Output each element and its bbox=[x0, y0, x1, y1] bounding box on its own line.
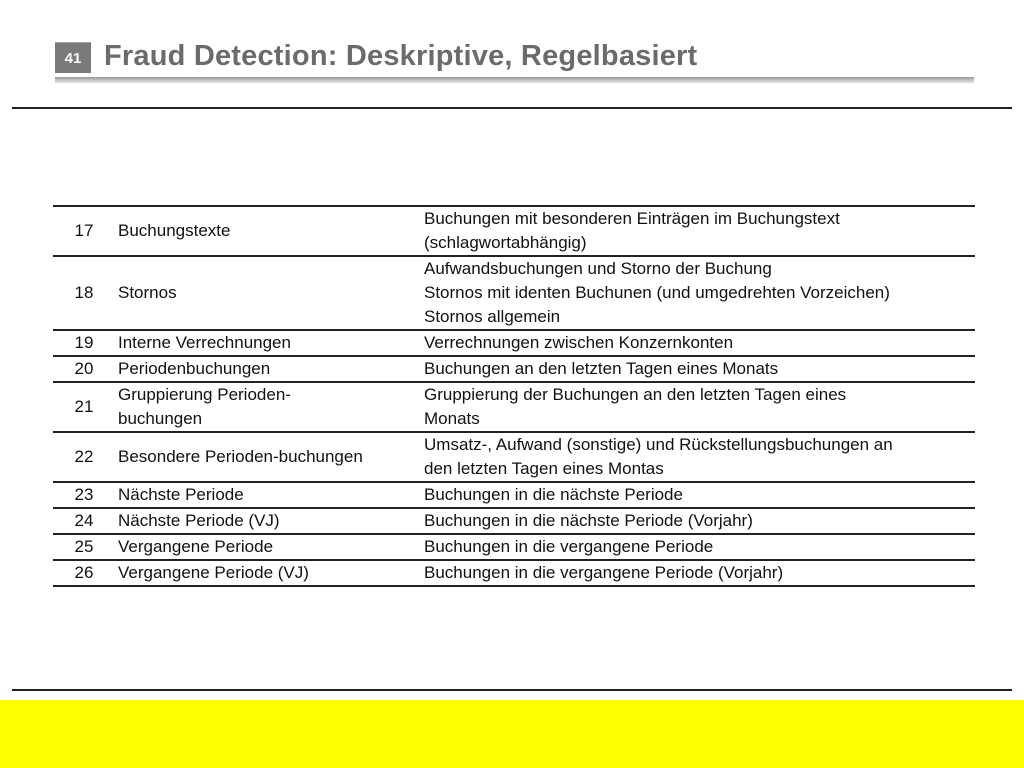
rule-number: 21 bbox=[53, 382, 115, 432]
rule-number: 20 bbox=[53, 356, 115, 382]
rule-number: 22 bbox=[53, 432, 115, 482]
rule-name bbox=[115, 432, 421, 482]
rule-description bbox=[421, 206, 975, 256]
rule-description-line: Buchungen mit besonderen Einträgen im Buchungstext bbox=[424, 209, 840, 228]
table-row bbox=[53, 382, 975, 432]
rule-name bbox=[115, 482, 421, 508]
rule-name-line: Besondere Perioden-buchungen bbox=[118, 447, 363, 466]
rule-name bbox=[115, 382, 421, 432]
rule-name bbox=[115, 534, 421, 560]
rule-name bbox=[115, 330, 421, 356]
rule-description-line: (schlagwortabhängig) bbox=[424, 233, 587, 252]
rule-description bbox=[421, 432, 975, 482]
rule-description bbox=[421, 256, 975, 330]
table-row bbox=[53, 330, 975, 356]
rule-description-line: Buchungen an den letzten Tagen eines Monats bbox=[424, 359, 779, 378]
rule-name-line: buchungen bbox=[118, 409, 203, 428]
rule-name-line: Vergangene Periode bbox=[118, 537, 274, 556]
rule-name-line: Nächste Periode (VJ) bbox=[118, 511, 280, 530]
footer-band bbox=[0, 700, 1024, 768]
rule-description-line: Stornos allgemein bbox=[424, 307, 561, 326]
rule-description-line: Buchungen in die vergangene Periode bbox=[424, 537, 714, 556]
rule-description bbox=[421, 508, 975, 534]
table-row bbox=[53, 482, 975, 508]
slide-title: Fraud Detection: Deskriptive, Regelbasiert bbox=[104, 40, 698, 72]
rule-description bbox=[421, 534, 975, 560]
rule-name-line: Gruppierung Perioden- bbox=[118, 385, 291, 404]
table-row bbox=[53, 560, 975, 586]
table-row bbox=[53, 534, 975, 560]
rule-name-line: Vergangene Periode (VJ) bbox=[118, 563, 309, 582]
rule-number: 24 bbox=[53, 508, 115, 534]
rule-number: 18 bbox=[53, 256, 115, 330]
rule-name-line: Buchungstexte bbox=[118, 221, 231, 240]
rule-description-line: Umsatz-, Aufwand (sonstige) und Rückstellungsbuchungen an bbox=[424, 435, 893, 454]
title-underline bbox=[55, 77, 974, 83]
top-divider bbox=[12, 107, 1012, 109]
rule-number: 26 bbox=[53, 560, 115, 586]
table-row bbox=[53, 206, 975, 256]
rule-description-line: Stornos mit identen Buchunen (und umgedrehten Vorzeichen) bbox=[424, 283, 890, 302]
rule-number: 25 bbox=[53, 534, 115, 560]
rule-name-line: Interne Verrechnungen bbox=[118, 333, 291, 352]
rule-name bbox=[115, 560, 421, 586]
rule-description-line: Buchungen in die nächste Periode (Vorjahr) bbox=[424, 511, 753, 530]
table-row bbox=[53, 356, 975, 382]
table-row bbox=[53, 256, 975, 330]
rule-description bbox=[421, 482, 975, 508]
bottom-divider bbox=[12, 689, 1012, 691]
rule-name bbox=[115, 256, 421, 330]
table-row bbox=[53, 508, 975, 534]
rule-description bbox=[421, 356, 975, 382]
rule-description-line: den letzten Tagen eines Montas bbox=[424, 459, 664, 478]
slide-number-badge: 41 bbox=[55, 42, 91, 73]
rule-description bbox=[421, 560, 975, 586]
rule-description-line: Monats bbox=[424, 409, 480, 428]
rule-number: 19 bbox=[53, 330, 115, 356]
rule-name-line: Periodenbuchungen bbox=[118, 359, 271, 378]
rule-description bbox=[421, 330, 975, 356]
rule-name-line: Nächste Periode bbox=[118, 485, 244, 504]
rule-description bbox=[421, 382, 975, 432]
rule-description-line: Gruppierung der Buchungen an den letzten Tagen eines bbox=[424, 385, 847, 404]
rule-number: 17 bbox=[53, 206, 115, 256]
rule-name bbox=[115, 206, 421, 256]
rule-name bbox=[115, 508, 421, 534]
rule-description-line: Buchungen in die vergangene Periode (Vorjahr) bbox=[424, 563, 784, 582]
rules-table bbox=[53, 205, 975, 587]
rule-name-line: Stornos bbox=[118, 283, 177, 302]
rule-description-line: Verrechnungen zwischen Konzernkonten bbox=[424, 333, 734, 352]
rule-description-line: Buchungen in die nächste Periode bbox=[424, 485, 683, 504]
table-row bbox=[53, 432, 975, 482]
rule-name bbox=[115, 356, 421, 382]
rule-number: 23 bbox=[53, 482, 115, 508]
rule-description-line: Aufwandsbuchungen und Storno der Buchung bbox=[424, 259, 772, 278]
